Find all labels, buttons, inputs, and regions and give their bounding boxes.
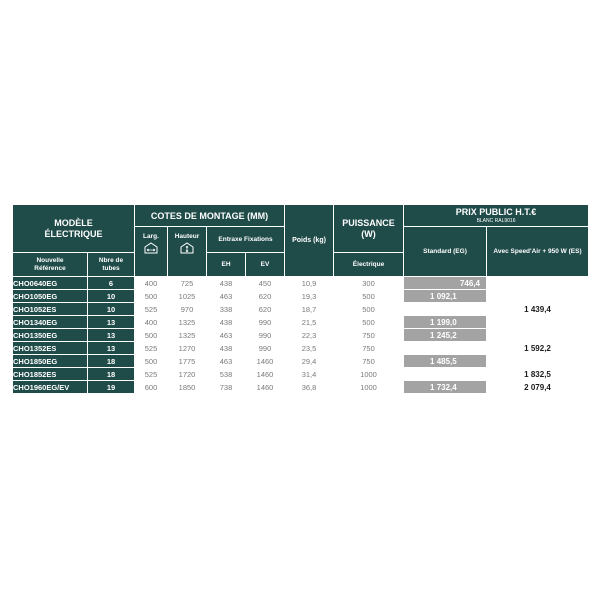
- tubes-cell: 18: [88, 355, 135, 368]
- cotes-label: COTES DE MONTAGE (MM): [150, 210, 269, 221]
- standard-price-cell: 1 485,5: [404, 355, 487, 368]
- larg-cell: 500: [135, 355, 168, 368]
- tubes-cell: 13: [88, 329, 135, 342]
- larg-cell: 525: [135, 303, 168, 316]
- price-table: [12, 204, 589, 394]
- speedair-price-cell: 1 592,2: [487, 342, 589, 355]
- hauteur-cell: 970: [168, 303, 207, 316]
- ref-cell: CHO1850EG: [13, 355, 88, 368]
- tubes-cell: 6: [88, 277, 135, 290]
- puissance-label: PUISSANCE (W): [342, 217, 395, 239]
- prix-label: PRIX PUBLIC H.T.€: [455, 207, 537, 217]
- standard-price-cell: [404, 342, 487, 355]
- puissance-cell: 750: [334, 342, 404, 355]
- tubes-cell: 18: [88, 368, 135, 381]
- ev-cell: 450: [246, 277, 285, 290]
- hauteur-cell: 1325: [168, 329, 207, 342]
- larg-cell: 600: [135, 381, 168, 394]
- cotes-header: [135, 205, 285, 227]
- poids-cell: 10,9: [285, 277, 334, 290]
- width-icon: [143, 242, 159, 254]
- height-icon: [179, 242, 195, 254]
- standard-price-cell: 1 732,4: [404, 381, 487, 394]
- standard-price-cell: [404, 303, 487, 316]
- poids-cell: 23,5: [285, 342, 334, 355]
- eh-cell: 463: [207, 355, 246, 368]
- poids-cell: 19,3: [285, 290, 334, 303]
- table-row: [13, 342, 589, 355]
- ref-cell: CHO1340EG: [13, 316, 88, 329]
- puissance-cell: 500: [334, 303, 404, 316]
- puissance-cell: 1000: [334, 381, 404, 394]
- table-row: [13, 277, 589, 290]
- poids-cell: 22,3: [285, 329, 334, 342]
- standard-header: [404, 227, 487, 277]
- puissance-cell: 300: [334, 277, 404, 290]
- poids-cell: 21,5: [285, 316, 334, 329]
- modele-label: MODÈLE ÉLECTRIQUE: [44, 217, 103, 239]
- ev-cell: 620: [246, 303, 285, 316]
- tubes-cell: 10: [88, 290, 135, 303]
- table-row: [13, 329, 589, 342]
- puissance-cell: 500: [334, 316, 404, 329]
- eh-cell: 438: [207, 316, 246, 329]
- ev-cell: 990: [246, 342, 285, 355]
- speedair-price-cell: [487, 355, 589, 368]
- speedair-price-cell: [487, 277, 589, 290]
- ev-cell: 1460: [246, 381, 285, 394]
- eh-label: EH: [221, 261, 231, 268]
- eh-cell: 338: [207, 303, 246, 316]
- electrique-label: Électrique: [352, 261, 385, 268]
- ref-cell: CHO1960EG/EV: [13, 381, 88, 394]
- puissance-cell: 1000: [334, 368, 404, 381]
- speedair-price-cell: 1 439,4: [487, 303, 589, 316]
- poids-cell: 31,4: [285, 368, 334, 381]
- eh-header: [207, 253, 246, 277]
- hauteur-cell: 1850: [168, 381, 207, 394]
- blanc-label: BLANC RAL9016: [476, 218, 516, 224]
- ev-header: [246, 253, 285, 277]
- hauteur-cell: 1270: [168, 342, 207, 355]
- standard-label: Standard (EG): [423, 248, 467, 255]
- nbre-tubes-label: Nbre de tubes: [98, 256, 124, 272]
- standard-price-cell: [404, 368, 487, 381]
- puissance-cell: 500: [334, 290, 404, 303]
- poids-cell: 29,4: [285, 355, 334, 368]
- standard-price-cell: 746,4: [404, 277, 487, 290]
- poids-cell: 18,7: [285, 303, 334, 316]
- puissance-cell: 750: [334, 355, 404, 368]
- table-row: [13, 368, 589, 381]
- ref-cell: CHO1050EG: [13, 290, 88, 303]
- poids-header: [285, 205, 334, 277]
- puissance-header: [334, 205, 404, 253]
- eh-cell: 438: [207, 342, 246, 355]
- eh-cell: 463: [207, 290, 246, 303]
- hauteur-label: Hauteur: [174, 233, 200, 240]
- avec-header: [487, 227, 589, 277]
- eh-cell: 463: [207, 329, 246, 342]
- table-row: [13, 303, 589, 316]
- larg-label: Larg.: [143, 233, 159, 240]
- electrique-header: [334, 253, 404, 277]
- eh-cell: 438: [207, 277, 246, 290]
- ref-cell: CHO0640EG: [13, 277, 88, 290]
- speedair-price-cell: 1 832,5: [487, 368, 589, 381]
- larg-cell: 400: [135, 316, 168, 329]
- table-row: [13, 381, 589, 394]
- eh-cell: 538: [207, 368, 246, 381]
- ev-label: EV: [260, 261, 270, 268]
- ev-cell: 990: [246, 316, 285, 329]
- nouvelle-reference-label: Nouvelle Référence: [34, 256, 66, 272]
- eh-cell: 738: [207, 381, 246, 394]
- larg-cell: 500: [135, 329, 168, 342]
- tubes-cell: 19: [88, 381, 135, 394]
- entraxe-label: Entraxe Fixations: [218, 236, 273, 243]
- hauteur-header: [168, 227, 207, 277]
- larg-cell: 525: [135, 342, 168, 355]
- larg-cell: 500: [135, 290, 168, 303]
- ref-cell: CHO1852ES: [13, 368, 88, 381]
- standard-price-cell: 1 245,2: [404, 329, 487, 342]
- table-row: [13, 316, 589, 329]
- larg-cell: 525: [135, 368, 168, 381]
- larg-header: [135, 227, 168, 277]
- hauteur-cell: 1775: [168, 355, 207, 368]
- speedair-price-cell: [487, 316, 589, 329]
- prix-header: [404, 205, 589, 227]
- nbre-tubes-header: [88, 253, 135, 277]
- ref-cell: CHO1052ES: [13, 303, 88, 316]
- hauteur-cell: 1325: [168, 316, 207, 329]
- puissance-cell: 750: [334, 329, 404, 342]
- table-row: [13, 355, 589, 368]
- ref-cell: CHO1350EG: [13, 329, 88, 342]
- speedair-price-cell: [487, 290, 589, 303]
- modele-header: [13, 205, 135, 253]
- standard-price-cell: 1 092,1: [404, 290, 487, 303]
- tubes-cell: 10: [88, 303, 135, 316]
- entraxe-header: [207, 227, 285, 253]
- poids-label: Poids (kg): [292, 237, 326, 244]
- tubes-cell: 13: [88, 342, 135, 355]
- nouvelle-reference-header: [13, 253, 88, 277]
- speedair-price-cell: 2 079,4: [487, 381, 589, 394]
- poids-cell: 36,8: [285, 381, 334, 394]
- hauteur-cell: 1025: [168, 290, 207, 303]
- ev-cell: 990: [246, 329, 285, 342]
- hauteur-cell: 725: [168, 277, 207, 290]
- tubes-cell: 13: [88, 316, 135, 329]
- standard-price-cell: 1 199,0: [404, 316, 487, 329]
- ev-cell: 620: [246, 290, 285, 303]
- speedair-price-cell: [487, 329, 589, 342]
- larg-cell: 400: [135, 277, 168, 290]
- hauteur-cell: 1720: [168, 368, 207, 381]
- ev-cell: 1460: [246, 368, 285, 381]
- table-row: [13, 290, 589, 303]
- ref-cell: CHO1352ES: [13, 342, 88, 355]
- avec-label: Avec Speed'Air + 950 W (ES): [493, 248, 582, 255]
- ev-cell: 1460: [246, 355, 285, 368]
